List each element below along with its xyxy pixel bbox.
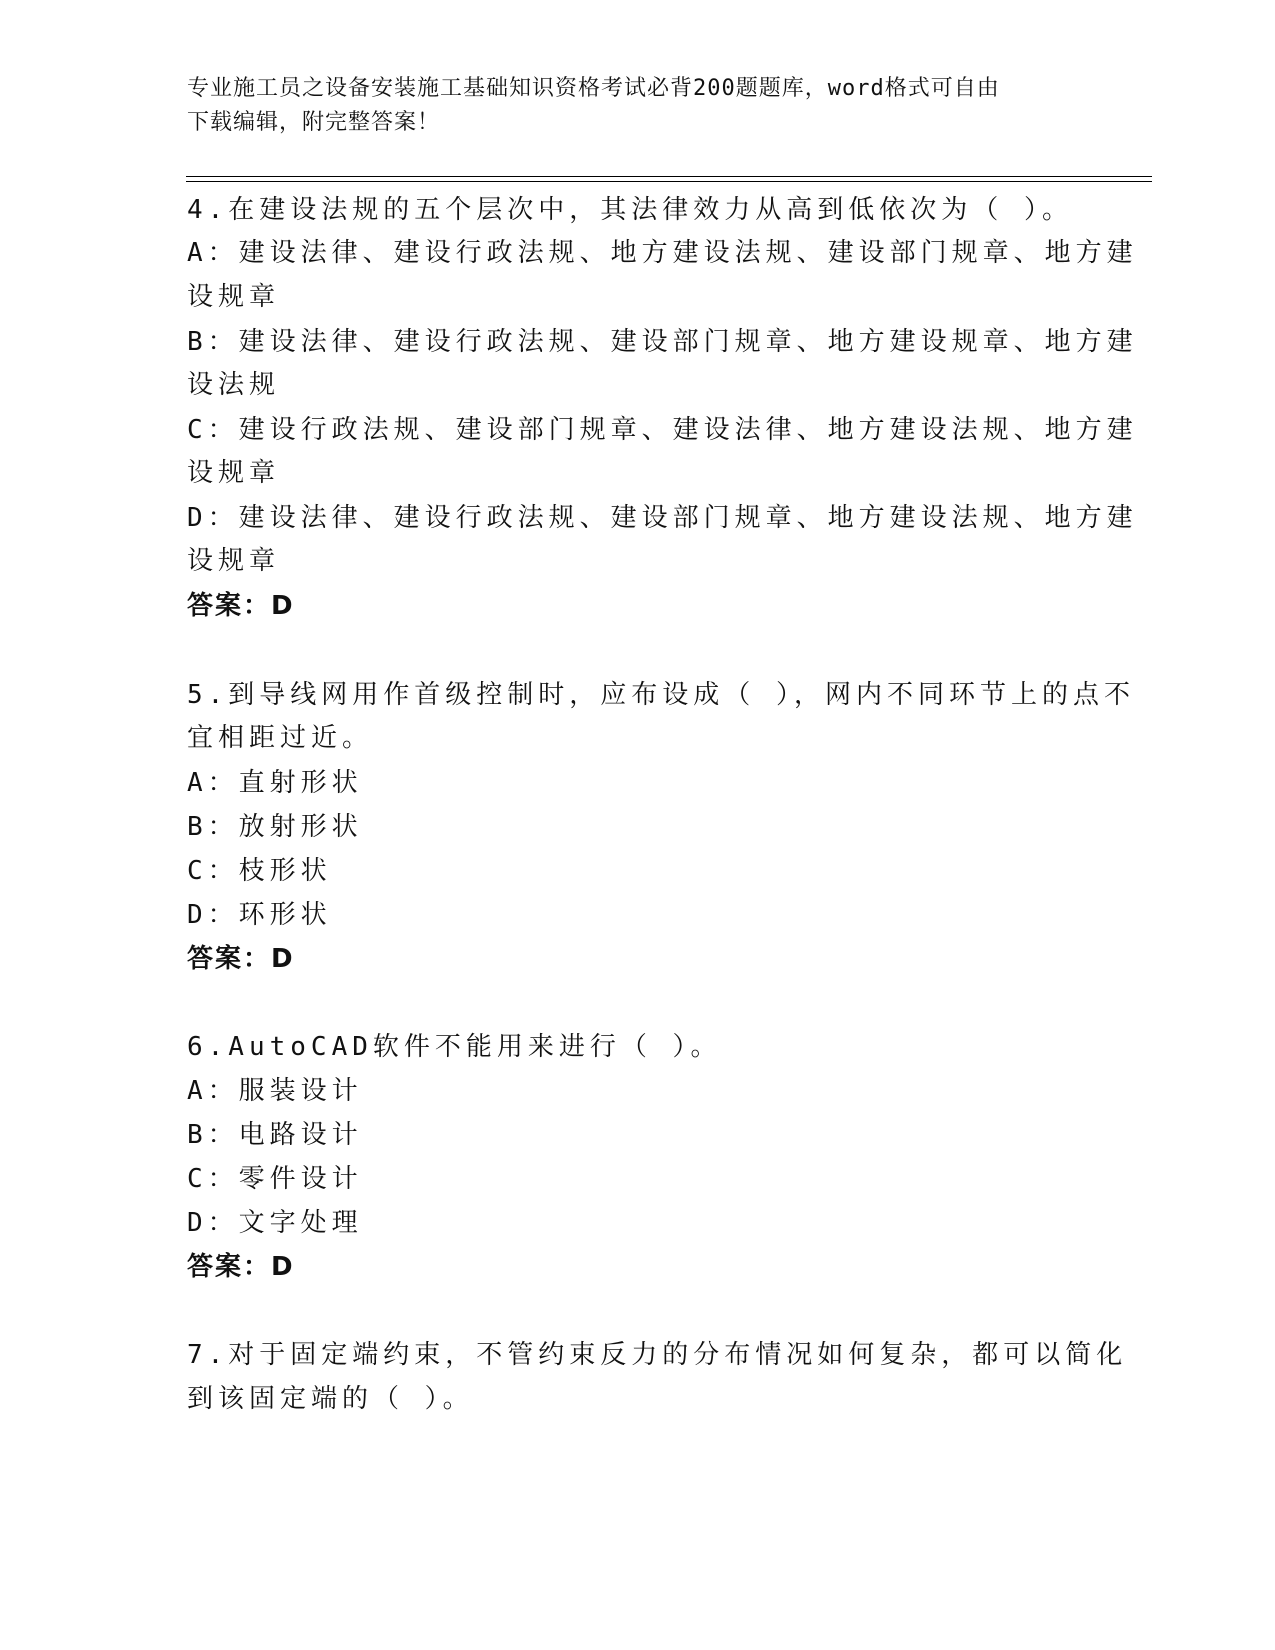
question-4-option-b-cont: 设法规 xyxy=(187,370,281,400)
question-6-option-b: B：电路设计 xyxy=(187,1120,363,1150)
question-4-answer: 答案：D xyxy=(187,591,295,621)
question-4-option-d: D：建设法律、建设行政法规、建设部门规章、地方建设法规、地方建 xyxy=(187,503,1138,533)
question-6-text: 6.AutoCAD软件不能用来进行（ ）。 xyxy=(187,1032,722,1062)
header-line-1: 专业施工员之设备安装施工基础知识资格考试必背200题题库，word格式可自由 xyxy=(187,76,1000,101)
question-4-option-a: A：建设法律、建设行政法规、地方建设法规、建设部门规章、地方建 xyxy=(187,238,1138,268)
question-5-answer: 答案：D xyxy=(187,944,295,974)
header-line-2: 下载编辑，附完整答案！ xyxy=(187,110,441,135)
question-4-option-c: C：建设行政法规、建设部门规章、建设法律、地方建设法规、地方建 xyxy=(187,415,1138,445)
question-6-option-c: C：零件设计 xyxy=(187,1164,363,1194)
question-5-option-c: C：枝形状 xyxy=(187,856,332,886)
question-4-option-d-cont: 设规章 xyxy=(187,546,281,576)
document-header xyxy=(187,72,1067,140)
question-7-text-cont: 到该固定端的（ ）。 xyxy=(187,1384,474,1414)
question-4-option-a-cont: 设规章 xyxy=(187,282,281,312)
question-6-option-a: A：服装设计 xyxy=(187,1076,363,1106)
header-rule-bottom xyxy=(186,181,1152,182)
question-5-text: 5.到导线网用作首级控制时，应布设成（ ），网内不同环节上的点不 xyxy=(187,680,1135,710)
question-4-option-c-cont: 设规章 xyxy=(187,458,281,488)
question-7-text: 7.对于固定端约束，不管约束反力的分布情况如何复杂，都可以简化 xyxy=(187,1340,1128,1370)
question-5-option-d: D：环形状 xyxy=(187,900,332,930)
question-5-text-cont: 宜相距过近。 xyxy=(187,723,374,753)
question-4-text: 4.在建设法规的五个层次中，其法律效力从高到低依次为（ ）。 xyxy=(187,195,1073,225)
question-6-answer: 答案：D xyxy=(187,1252,295,1282)
question-4-option-b: B：建设法律、建设行政法规、建设部门规章、地方建设规章、地方建 xyxy=(187,327,1138,357)
question-6-option-d: D：文字处理 xyxy=(187,1208,363,1238)
question-5-option-b: B：放射形状 xyxy=(187,812,363,842)
question-5-option-a: A：直射形状 xyxy=(187,768,363,798)
header-rule-top xyxy=(186,176,1152,177)
